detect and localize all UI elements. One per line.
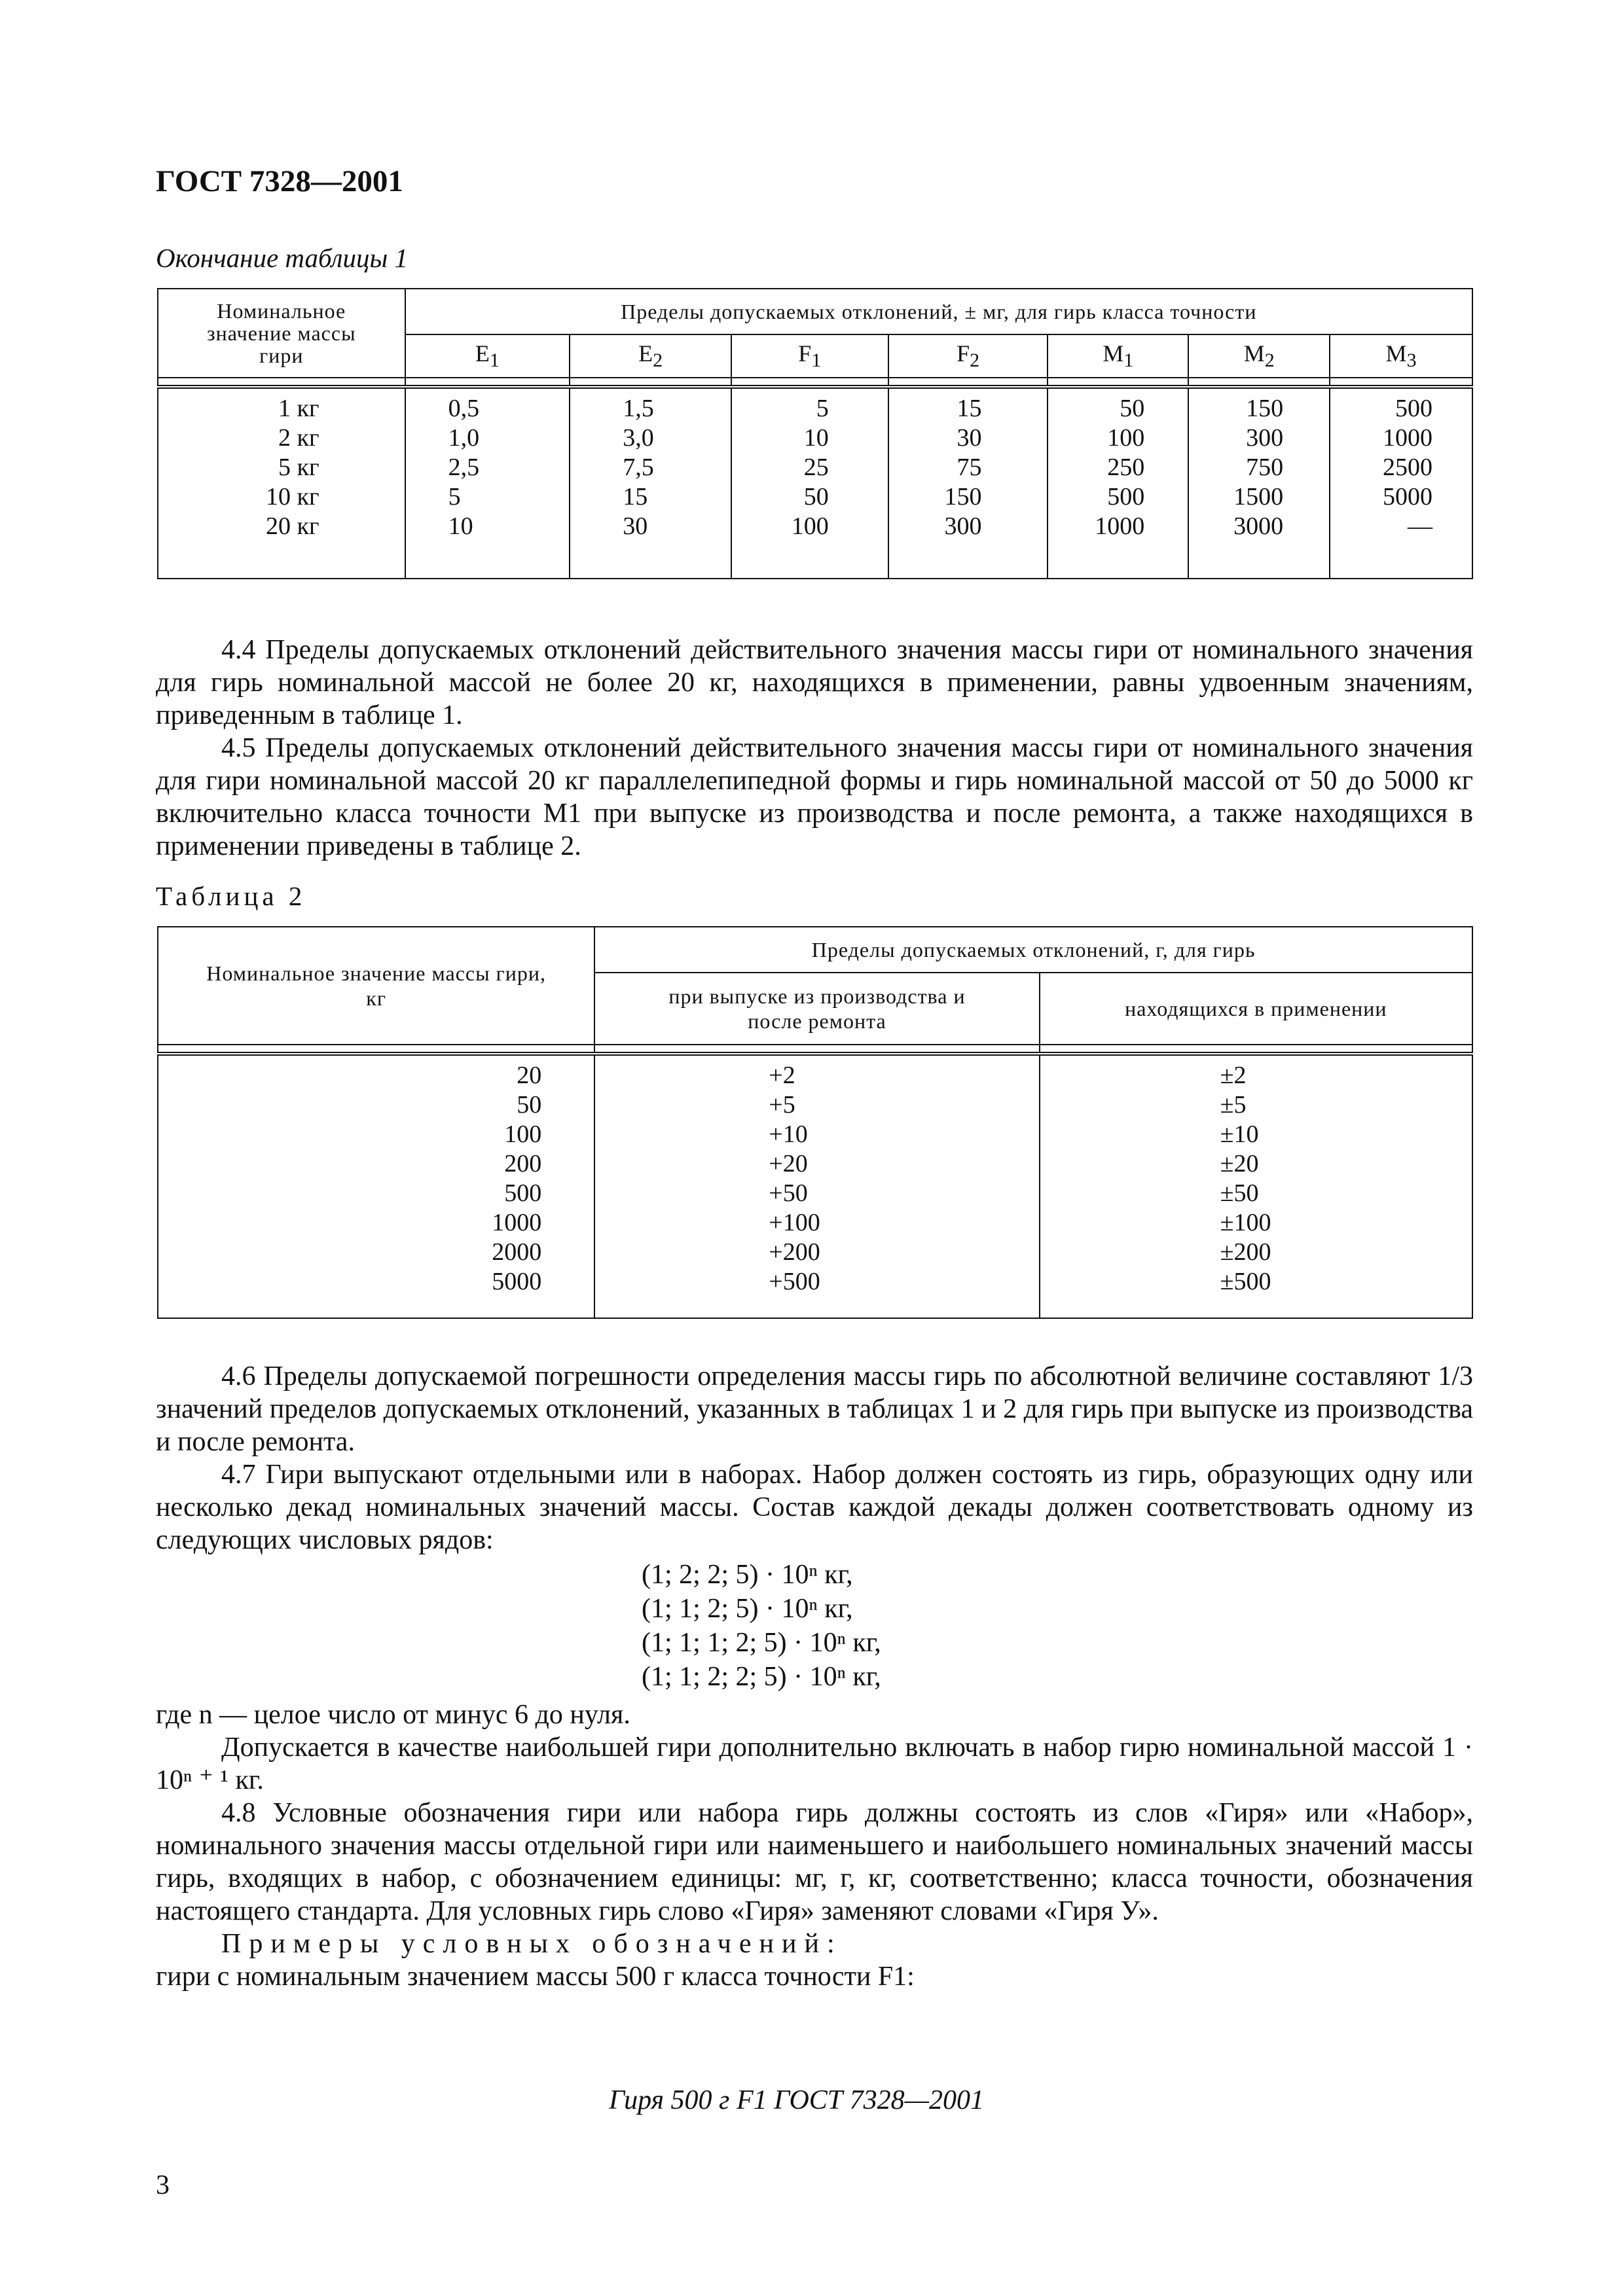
t2-in-use-values: ±2 ±5 ±10 ±20 ±50 ±100 ±200 ±500 bbox=[1220, 1062, 1271, 1295]
t1-col-f1: 5 10 25 50 100 bbox=[731, 387, 888, 579]
t1-class-m2: $M_2$ bbox=[1188, 334, 1330, 378]
t1-class-e2: $E_2$ bbox=[570, 334, 731, 378]
examples-title: Примеры условных обозначений: bbox=[221, 1929, 843, 1959]
t1-class-f1: $F_1$ bbox=[731, 334, 888, 378]
table2 bbox=[157, 926, 1473, 1319]
example-designation: Гиря 500 г F1 ГОСТ 7328—2001 bbox=[609, 2085, 984, 2115]
table1-caption: Окончание таблицы 1 bbox=[156, 243, 409, 273]
paragraph-4-5: 4.5 Пределы допускаемых отклонений действительного значения массы гири от номинального значения для гири номинальной массой 20 кг параллелепипедной формы и гирь номинальной массой от 50 до 5000 кг включительно класса точности M1 при выпуске из производства и после ремонта, а также находящихся в применении приведены в таблице 2. bbox=[156, 733, 1474, 861]
t1-group-header: Пределы допускаемых отклонений, ± мг, для гирь класса точности bbox=[405, 289, 1472, 334]
t1-col-m2: 150 300 750 1500 3000 bbox=[1188, 387, 1330, 579]
t1-col-m1: 50 100 250 500 1000 bbox=[1048, 387, 1188, 579]
t1-col-f2: 15 30 75 150 300 bbox=[888, 387, 1048, 579]
formula-4: (1; 1; 2; 2; 5) · 10ⁿ кг, bbox=[642, 1662, 881, 1692]
t1-class-m3: $M_3$ bbox=[1330, 334, 1472, 378]
formula-2: (1; 1; 2; 5) · 10ⁿ кг, bbox=[642, 1594, 853, 1624]
t1-col0-header: Номинальное значение массы гири bbox=[158, 289, 405, 378]
formula-1: (1; 2; 2; 5) · 10ⁿ кг, bbox=[642, 1560, 853, 1590]
document-header: ГОСТ 7328—2001 bbox=[156, 164, 403, 198]
allowed-note: Допускается в качестве наибольшей гири дополнительно включать в набор гирю номинальной массой 1 · 10ⁿ ⁺ ¹ кг. bbox=[156, 1732, 1473, 1795]
t2-masses: 20 50 100 200 500 1000 2000 5000 bbox=[158, 1054, 594, 1318]
t1-class-f2: $F_2$ bbox=[888, 334, 1048, 378]
paragraph-4-8-block bbox=[156, 1698, 1473, 1993]
fraction-one-third: 1/3 bbox=[1438, 1361, 1473, 1391]
paragraph-4-8: 4.8 Условные обозначения гири или набора гирь должны состоять из слов «Гиря» или «Набор», номинального значения массы отдельной гири или наименьшего и наибольшего номинальных значений массы гирь, входящих в набор, с обозначением единицы: мг, г, кг, соответственно; класса точности, обозначения настоящего стандарта. Для условных гирь слово «Гиря» заменяют словами «Гиря У». bbox=[156, 1798, 1473, 1926]
where-n: где n — целое число от минус 6 до нуля. bbox=[156, 1700, 630, 1730]
t2-group-header: Пределы допускаемых отклонений, г, для гирь bbox=[594, 927, 1472, 973]
table1 bbox=[157, 288, 1473, 579]
table2-caption: Таблица 2 bbox=[156, 881, 306, 911]
page-number: 3 bbox=[156, 2170, 170, 2200]
t1-col-m3: 500 1000 2500 5000 — bbox=[1383, 395, 1432, 540]
t2-release-values: +2 +5 +10 +20 +50 +100 +200 +500 bbox=[594, 1054, 1039, 1318]
paragraph-4-7: 4.7 Гири выпускают отдельными или в наборах. Набор должен состоять из гирь, образующих одну или несколько декад номинальных значений массы. Состав каждой декады должен соответствовать одному из следующих числовых рядов: bbox=[156, 1460, 1473, 1555]
t1-masses: 1 кг 2 кг 5 кг 10 кг 20 кг bbox=[158, 387, 405, 579]
t1-col-e1: 0,5 1,0 2,5 5 10 bbox=[405, 387, 570, 579]
paragraph-4-4: 4.4 Пределы допускаемых отклонений действительного значения массы гири от номинального значения для гирь номинальной массой не более 20 кг, находящихся в применении, равны удвоенным значениям, приведенным в таблице 1. 4.5 Пределы допускаемых отклонений действительного значения массы гири от номинального значения для гири номинальной массой 20 кг параллелепипедной формы и гирь номинальной массой от 50 до 5000 кг включительно класса точности M1 при выпуске из производства и после ремонта, а также находящихся в применении приведены в таблице 2. bbox=[156, 635, 1474, 861]
t2-col0-header: Номинальное значение массы гири, кг bbox=[158, 927, 594, 1045]
paragraph-4-6: 4.6 Пределы допускаемой погрешности определения массы гирь по абсолютной величине составляют 1/3 значений пределов допускаемых отклонений, указанных в таблицах 1 и 2 для гирь при выпуске из производства и после ремонта. bbox=[156, 1361, 1474, 1457]
t2-sub-release: при выпуске из производства и после ремонта bbox=[594, 973, 1039, 1045]
formula-list bbox=[642, 1558, 881, 1694]
t1-col-e2: 1,5 3,0 7,5 15 30 bbox=[570, 387, 731, 579]
t2-sub-in-use: находящихся в применении bbox=[1040, 973, 1472, 1045]
class-m1-label: M1 bbox=[543, 798, 581, 829]
paragraph-4-6-4-7 bbox=[156, 1360, 1473, 1556]
example-line: гири с номинальным значением массы 500 г класса точности F1: bbox=[156, 1962, 915, 1992]
t1-class-e1: $E_1$ bbox=[405, 334, 570, 378]
t1-class-m1: $M_1$ bbox=[1048, 334, 1188, 378]
formula-3: (1; 1; 1; 2; 5) · 10ⁿ кг, bbox=[642, 1628, 881, 1658]
